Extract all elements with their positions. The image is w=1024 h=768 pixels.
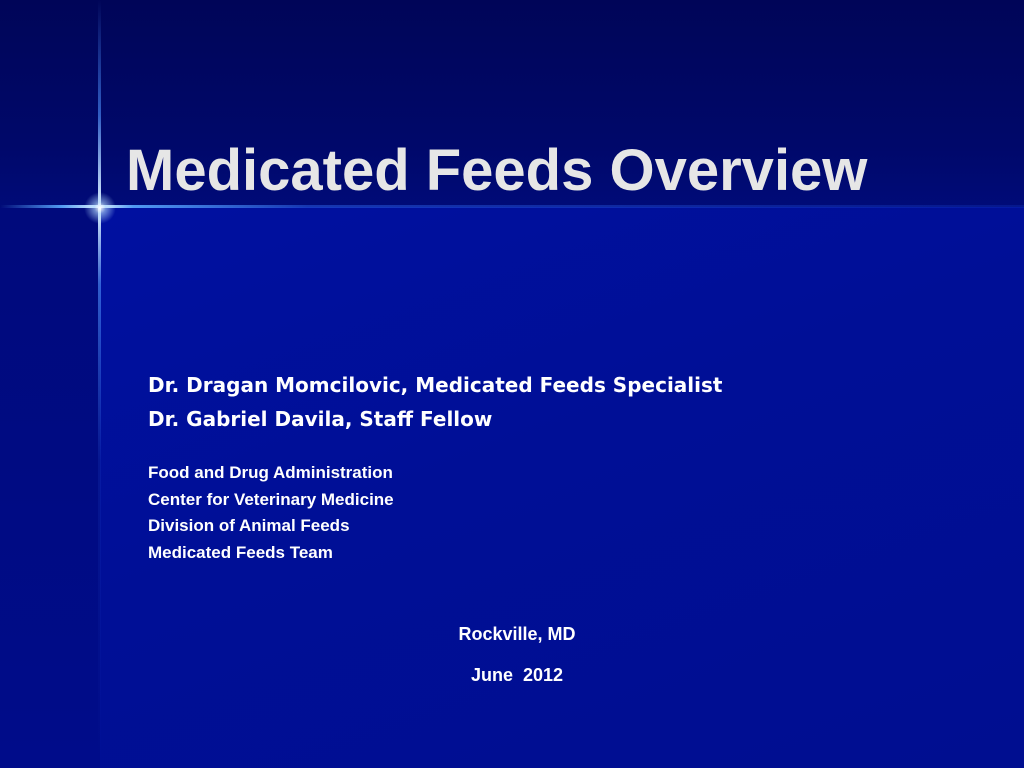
organization-line: Medicated Feeds Team [148, 542, 333, 562]
organization-list [148, 460, 394, 566]
author-list [148, 368, 722, 436]
organization-line: Food and Drug Administration [148, 463, 393, 482]
organization-line: Center for Veterinary Medicine [148, 489, 394, 509]
location-text: Rockville, MD [458, 624, 576, 644]
organization-line: Division of Animal Feeds [148, 516, 350, 535]
slide-title: Medicated Feeds Overview [126, 138, 868, 203]
author-line: Dr. Gabriel Davila, Staff Fellow [148, 407, 493, 431]
vertical-accent-line [98, 0, 101, 768]
author-line: Dr. Dragan Momcilovic, Medicated Feeds Specialist [148, 373, 723, 397]
light-flare-decoration [84, 192, 116, 224]
date-text: June 2012 [470, 665, 564, 685]
